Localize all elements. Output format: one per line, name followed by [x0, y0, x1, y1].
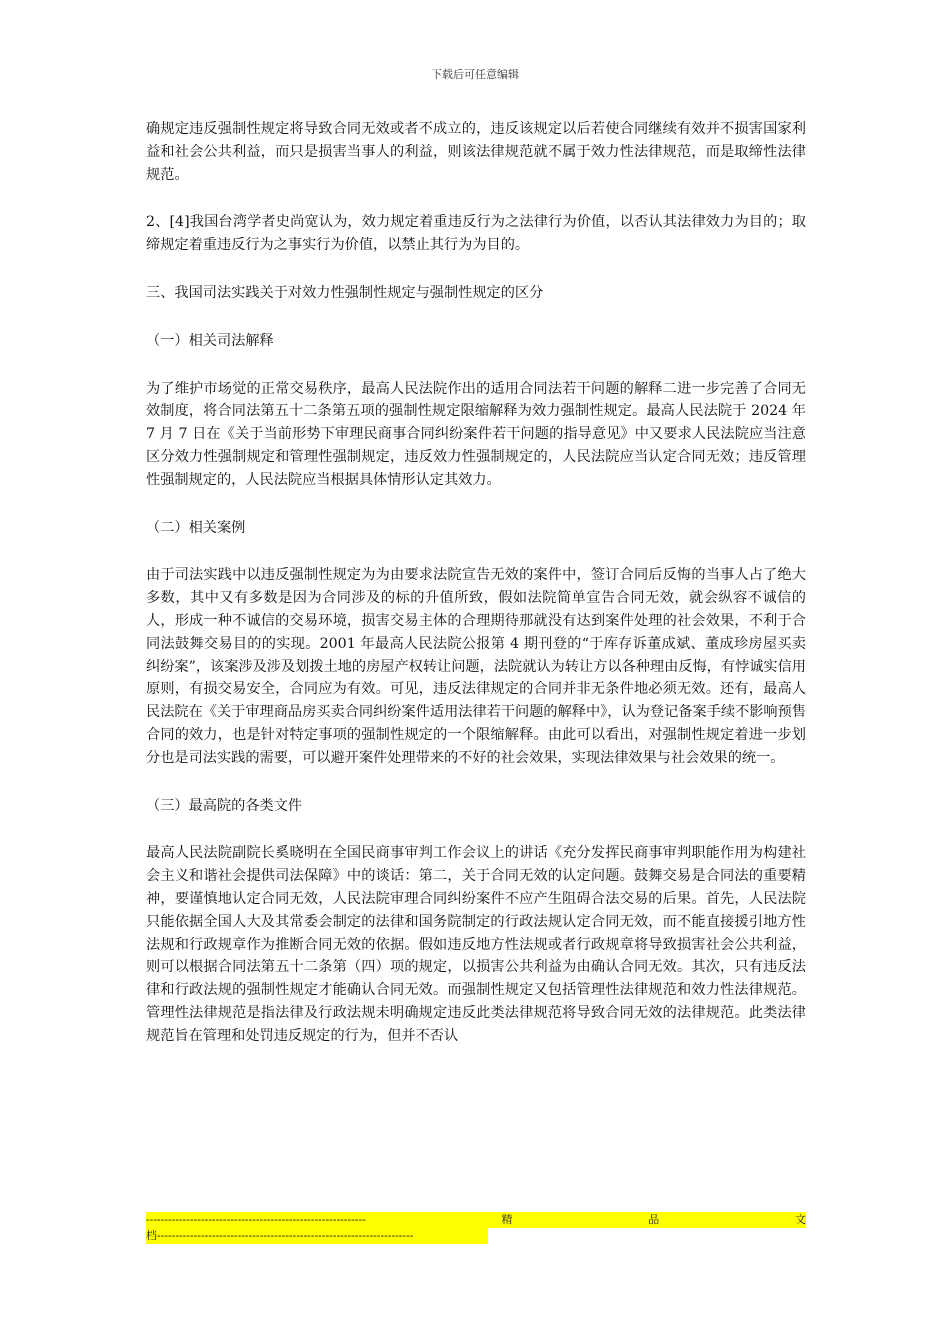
- footer-char: 文: [795, 1214, 806, 1226]
- paragraph-body: 确规定违反强制性规定将导致合同无效或者不成立的，违反该规定以后若使合同继续有效并不损害国家利益和社会公共利益，而只是损害当事人的利益，则该法律规范就不属于效力性法律规范，而是取缔性法律规范。: [146, 121, 806, 183]
- subsection-heading: （三）最高院的各类文件: [146, 797, 303, 814]
- footer-dashes: ------------------------------------------------------------: [146, 1214, 366, 1226]
- subsection-heading: （一）相关司法解释: [146, 332, 274, 349]
- footer-char: 精: [501, 1214, 513, 1226]
- page-header: 下载后可任意编辑: [431, 68, 519, 81]
- document-body: [146, 118, 806, 1073]
- paragraph-body: 为了维护市场觉的正常交易秩序，最高人民法院作出的适用合同法若干问题的解释二进一步完善了合同无效制度，将合同法第五十二条第五项的强制性规定限缩解释为效力强制性规定。最高人民法院于 2024 年 7 月 7 日在《关于当前形势下审理民商事合同纠纷案件若干问题的指导意见》中又要求人民法院应当注意区分效力性强制规定和管理性强制规定，违反效力性强制规定的，人民法院应当认定合同无效；违反管理性强制规定的，人民法院应当根据具体情形认定其效力。: [146, 380, 806, 488]
- subsection-heading: （二）相关案例: [146, 519, 246, 536]
- paragraph-body: 由于司法实践中以违反强制性规定为为由要求法院宣告无效的案件中，签订合同后反悔的当事人占了绝大多数，其中又有多数是因为合同涉及的标的升值所致，假如法院简单宣告合同无效，就会纵容不诚信的人，形成一种不诚信的交易环境，损害交易主体的合理期待那就没有达到案件处理的社会效果，不利于合同法鼓舞交易目的的实现。2001 年最高人民法院公报第 4 期刊登的“于库存诉董成斌、董成珍房屋买卖纠纷案”，该案涉及涉及划拨土地的房屋产权转让问题，法院就认为转让方以各种理由反悔，有悖诚实信用原则，有损交易安全，合同应为有效。可见，违反法律规定的合同并非无条件地必须无效。还有，最高人民法院在《关于审理商品房买卖合同纠纷案件适用法律若干问题的解释中》，认为登记备案手续不影响预售合同的效力，也是针对特定事项的强制性规定的一个限缩解释。由此可以看出，对强制性规定着进一步划分也是司法实践的需要，可以避开案件处理带来的不好的社会效果，实现法律效果与社会效果的统一。: [146, 567, 806, 766]
- footer-char: 品: [648, 1214, 660, 1226]
- footer-line-1: [146, 1212, 806, 1228]
- paragraph-body: 2、[4]我国台湾学者史尚宽认为，效力规定着重违反行为之法律行为价值，以否认其法律效力为目的；取缔规定着重违反行为之事实行为价值，以禁止其行为为目的。: [146, 214, 806, 254]
- section-heading: 三、我国司法实践关于对效力性强制性规定与强制性规定的区分: [146, 284, 544, 301]
- footer-watermark-band: [146, 1212, 806, 1249]
- paragraph-body: 最高人民法院副院长奚晓明在全国民商事审判工作会议上的讲话《充分发挥民商事审判职能作用为构建社会主义和谐社会提供司法保障》中的谈话：第二，关于合同无效的认定问题。鼓舞交易是合同法的重要精神，要谨慎地认定合同无效，人民法院审理合同纠纷案件不应产生阻碍合法交易的后果。首先，人民法院只能依据全国人大及其常委会制定的法律和国务院制定的行政法规认定合同无效，而不能直接援引地方性法规和行政规章作为推断合同无效的依据。假如违反地方性法规或者行政规章将导致损害社会公共利益，则可以根据合同法第五十二条第（四）项的规定，以损害公共利益为由确认合同无效。其次，只有违反法律和行政法规的强制性规定才能确认合同无效。而强制性规定又包括管理性法律规范和效力性法律规范。管理性法律规范是指法律及行政法规未明确规定违反此类法律规范将导致合同无效的法律规范。此类法律规范旨在管理和处罚违反规定的行为，但并不否认: [146, 845, 806, 1044]
- footer-line-2: 档----------------------------------------------------------------------: [146, 1228, 488, 1244]
